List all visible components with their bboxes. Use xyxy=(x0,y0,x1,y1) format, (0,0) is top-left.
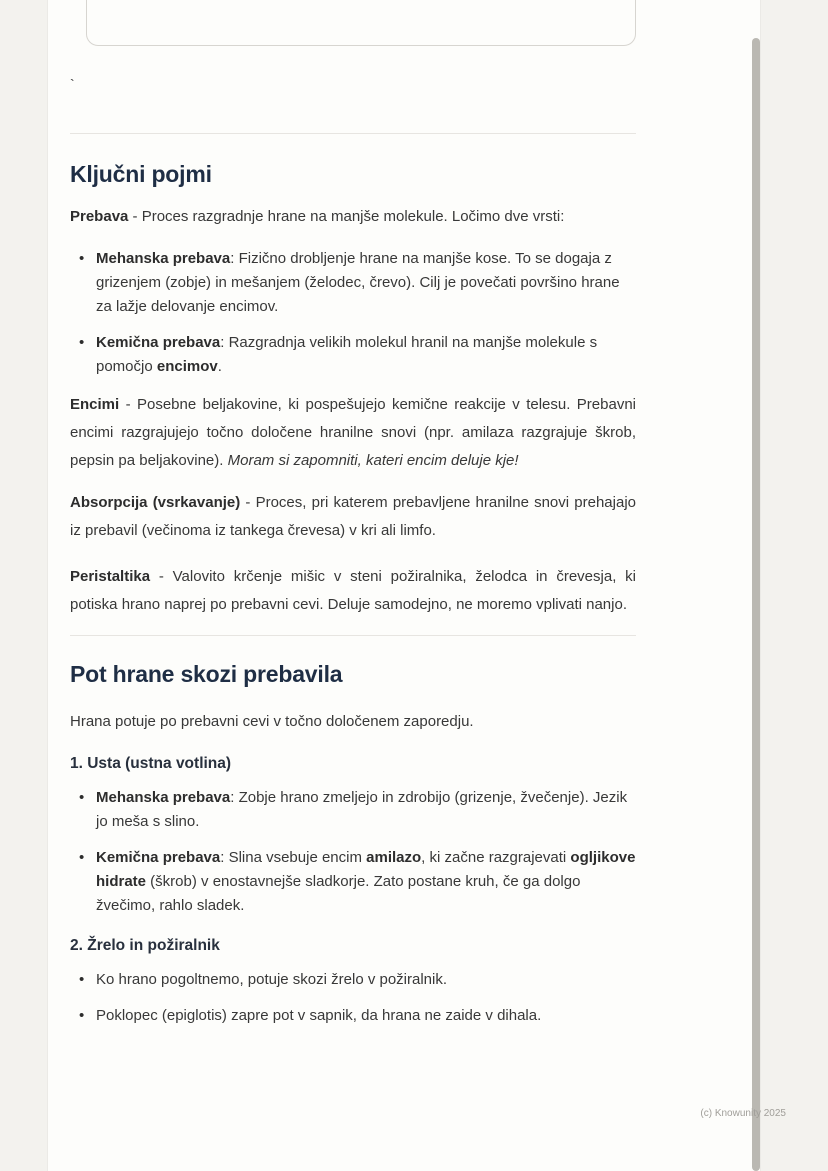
bullet-icon: • xyxy=(79,250,85,267)
list-item xyxy=(70,786,636,834)
scrollbar-thumb[interactable] xyxy=(752,38,760,1171)
list-item xyxy=(70,846,636,918)
italic-note: Moram si zapomniti, kateri encim deluje kje! xyxy=(227,452,519,469)
term-bold: Peristaltika xyxy=(70,568,151,585)
bullet-icon: • xyxy=(79,971,85,988)
section-title-pot-hrane: Pot hrane skozi prebavila xyxy=(70,661,343,687)
document-content xyxy=(70,0,636,1040)
list-item xyxy=(70,247,636,319)
term-text: : Razgradnja velikih molekul hranil na manjše molekule s pomočjo xyxy=(96,334,598,375)
paragraph-encimi xyxy=(70,391,636,475)
key-terms-list xyxy=(70,247,636,379)
stray-backtick: ` xyxy=(70,76,75,92)
term-text: . xyxy=(217,358,222,375)
list-item xyxy=(70,968,636,992)
paragraph-peristaltika xyxy=(70,563,636,619)
term-text: , ki začne razgrajevati xyxy=(421,849,571,866)
term-text: - Proces, pri katerem prebavljene hranilne snovi prehajajo iz prebavil (večinoma iz tankega črevesa) v kri ali limfo. xyxy=(70,494,636,539)
step-title-zrelo: 2. Žrelo in požiralnik xyxy=(70,937,220,954)
paragraph-absorpcija xyxy=(70,489,636,545)
term-bold: Mehanska prebava xyxy=(96,789,231,806)
section-divider xyxy=(70,133,636,134)
term-bold: Prebava xyxy=(70,208,129,225)
section-divider xyxy=(70,635,636,636)
bullet-icon: • xyxy=(79,849,85,866)
list-item xyxy=(70,1004,636,1028)
term-text: - Valovito krčenje mišic v steni požiralnika, želodca in črevesja, ki potiska hrano naprej po prebavni cevi. Deluje samodejno, ne moremo vplivati nanjo. xyxy=(70,568,636,613)
paragraph-pot-intro: Hrana potuje po prebavni cevi v točno določenem zaporedju. xyxy=(70,713,474,730)
term-bold: encimov xyxy=(156,358,218,375)
term-text: : Zobje hrano zmeljejo in zdrobijo (grizenje, žvečenje). Jezik jo meša s slino. xyxy=(96,789,628,830)
term-text: Ko hrano pogoltnemo, potuje skozi žrelo v požiralnik. xyxy=(96,971,448,988)
note-card xyxy=(48,0,760,1171)
term-bold: Kemična prebava xyxy=(96,334,221,351)
section-title-kljucni-pojmi: Ključni pojmi xyxy=(70,161,212,187)
paragraph-prebava xyxy=(70,203,636,231)
term-bold: amilazo xyxy=(366,849,422,866)
term-text: - Posebne beljakovine, ki pospešujejo kemične reakcije v telesu. Prebavni encimi razgrajujejo točno določene hranilne snovi (npr. amilaza razgrajuje škrob, pepsin pa beljakovine). xyxy=(70,396,636,469)
term-text: - Proces razgradnje hrane na manjše molekule. Ločimo dve vrsti: xyxy=(128,208,565,225)
step1-list xyxy=(70,786,636,918)
step2-list xyxy=(70,968,636,1028)
list-item xyxy=(70,331,636,379)
term-bold: Mehanska prebava xyxy=(96,250,231,267)
term-text: Poklopec (epiglotis) zapre pot v sapnik, da hrana ne zaide v dihala. xyxy=(96,1007,542,1024)
step-title-usta: 1. Usta (ustna votlina) xyxy=(70,755,232,772)
term-text: : Slina vsebuje encim xyxy=(220,849,367,866)
truncated-block-bottom xyxy=(86,0,636,46)
term-bold: Encimi xyxy=(70,396,120,413)
term-bold: Absorpcija (vsrkavanje) xyxy=(70,494,241,511)
bullet-icon: • xyxy=(79,789,85,806)
watermark: (c) Knowunity 2025 xyxy=(700,1108,786,1119)
term-bold: Kemična prebava xyxy=(96,849,221,866)
term-text: : Fizično drobljenje hrane na manjše kose. To se dogaja z grizenjem (zobje) in mešanjem (želodec, črevo). Cilj je povečati površino hrane za lažje delovanje encimov. xyxy=(96,250,620,315)
bullet-icon: • xyxy=(79,1007,85,1024)
bullet-icon: • xyxy=(79,334,85,351)
term-text: (škrob) v enostavnejše sladkorje. Zato postane kruh, če ga dolgo žvečimo, rahlo sladek. xyxy=(96,873,581,914)
term-bold: ogljikove hidrate xyxy=(96,849,636,890)
